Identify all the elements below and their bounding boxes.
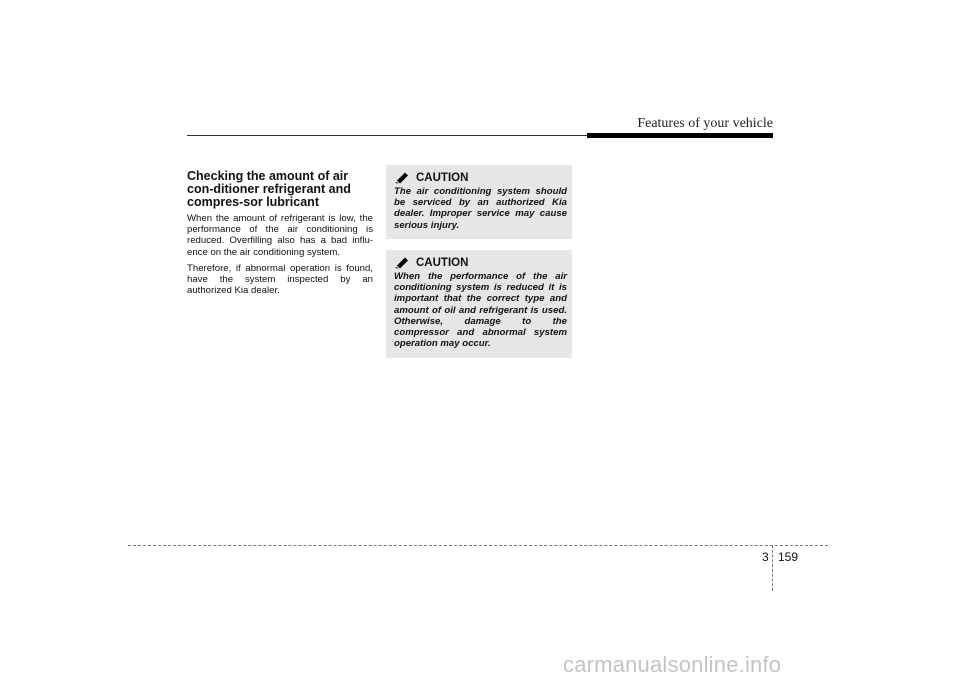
header-title: Features of your vehicle (637, 116, 773, 131)
footer-divider (772, 545, 773, 591)
footer-rule (128, 545, 828, 546)
caution-text: When the performance of the air conditioning system is reduced it is important that the correct type and amount of oil and refrigerant is used. Otherwise, damage to the compressor and abnormal system operation may occur. (394, 271, 567, 350)
caution-title: CAUTION (416, 257, 469, 269)
body-paragraph: Therefore, if abnormal operation is found, have the system inspected by an authorized Kia dealer. (187, 262, 373, 297)
chapter-number: 3 (762, 550, 769, 564)
caution-box (386, 250, 572, 358)
body-paragraph: When the amount of refrigerant is low, the performance of the air conditioning is reduced. Overfilling also has a bad influ-ence on the air conditioning system. (187, 213, 373, 258)
caution-title: CAUTION (416, 172, 469, 184)
caution-pencil-icon (394, 257, 410, 269)
header-rule-accent (587, 133, 773, 138)
section-content (187, 170, 373, 301)
page-number: 159 (778, 550, 799, 564)
caution-box (386, 165, 572, 239)
header-rule (187, 135, 587, 136)
caution-pencil-icon (394, 172, 410, 184)
section-heading: Checking the amount of air con-ditioner refrigerant and compres-sor lubricant (187, 169, 351, 209)
watermark[interactable]: carmanualsonline.info (563, 652, 782, 677)
caution-text: The air conditioning system should be serviced by an authorized Kia dealer. Improper service may cause serious injury. (394, 186, 567, 231)
